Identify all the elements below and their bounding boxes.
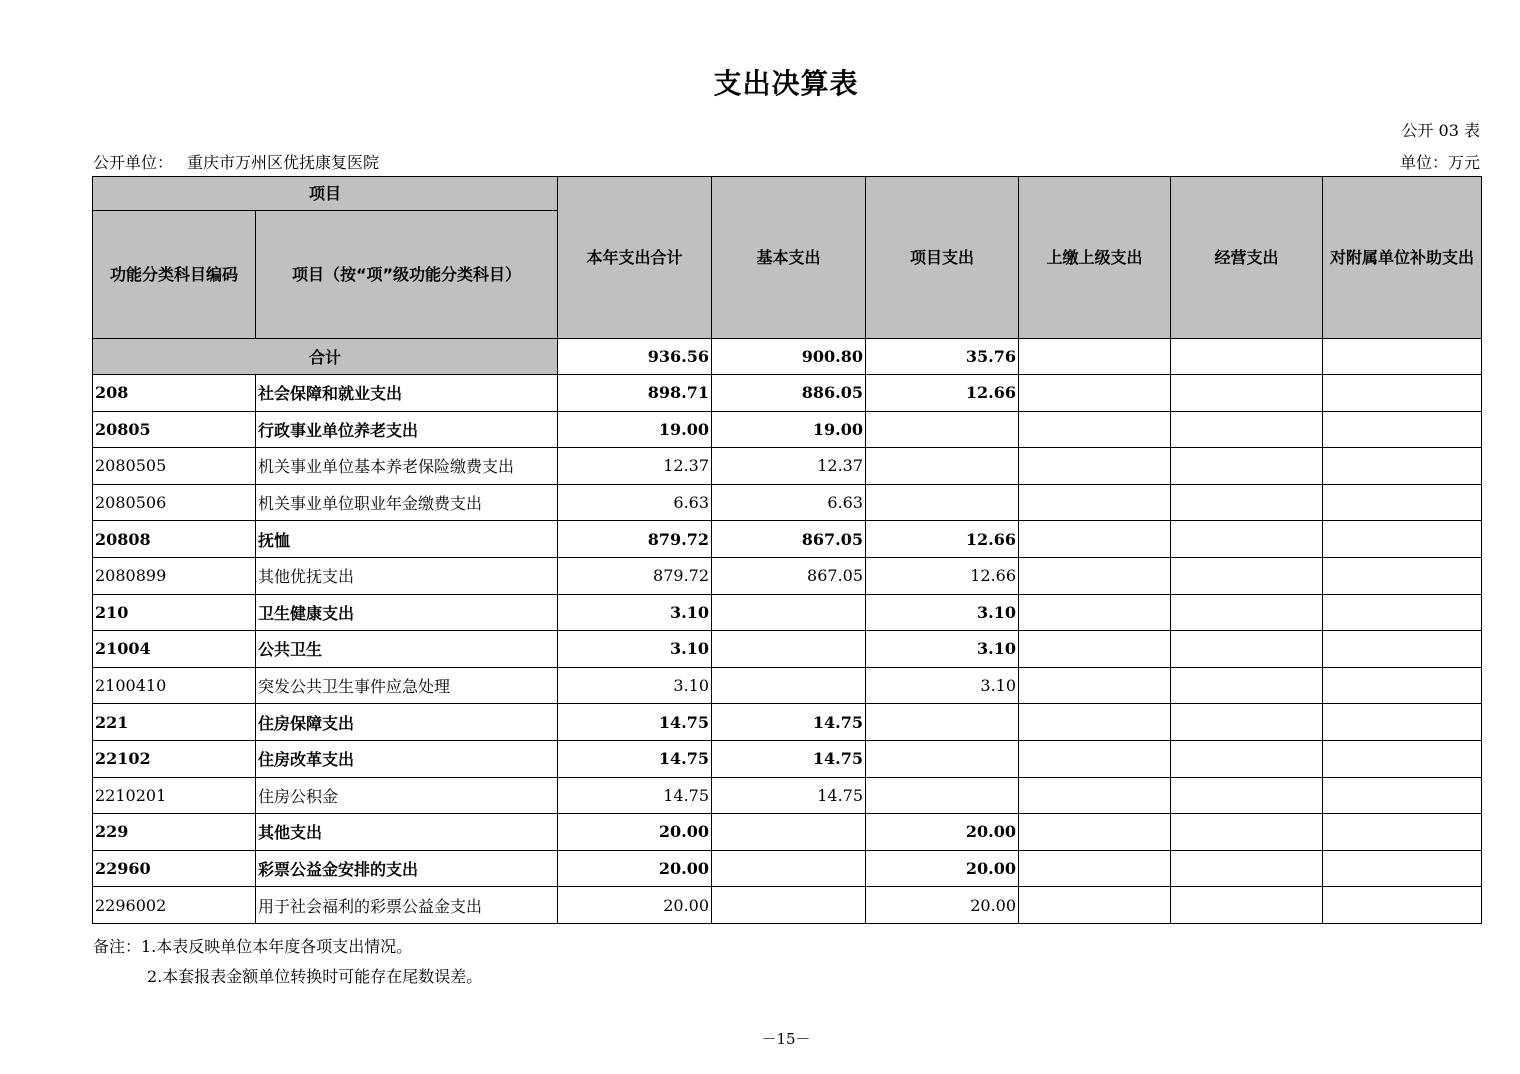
total-project: 35.76 <box>866 339 1019 375</box>
notes <box>93 932 482 992</box>
row-name: 其他支出 <box>256 814 558 851</box>
table-row <box>93 814 1482 851</box>
row-operating <box>1171 521 1323 558</box>
row-project: 20.00 <box>866 887 1019 924</box>
table-row <box>93 594 1482 631</box>
row-upper <box>1019 850 1171 887</box>
row-subsidy <box>1323 740 1482 777</box>
row-upper <box>1019 411 1171 448</box>
row-total: 3.10 <box>558 667 712 704</box>
row-code: 2080505 <box>93 448 256 485</box>
row-project <box>866 704 1019 741</box>
row-subsidy <box>1323 667 1482 704</box>
row-basic <box>712 631 866 668</box>
row-operating <box>1171 814 1323 851</box>
org-label: 公开单位： <box>93 153 174 172</box>
row-subsidy <box>1323 594 1482 631</box>
header-name: 项目（按“项”级功能分类科目） <box>256 211 558 339</box>
row-total: 19.00 <box>558 411 712 448</box>
row-upper <box>1019 631 1171 668</box>
table-row <box>93 740 1482 777</box>
total-label: 合计 <box>93 339 558 375</box>
row-upper <box>1019 448 1171 485</box>
row-upper <box>1019 557 1171 594</box>
row-name: 住房公积金 <box>256 777 558 814</box>
row-total: 12.37 <box>558 448 712 485</box>
row-basic: 6.63 <box>712 484 866 521</box>
row-subsidy <box>1323 448 1482 485</box>
row-code: 22102 <box>93 740 256 777</box>
row-project <box>866 740 1019 777</box>
row-name: 住房保障支出 <box>256 704 558 741</box>
row-project: 3.10 <box>866 631 1019 668</box>
row-subsidy <box>1323 411 1482 448</box>
row-subsidy <box>1323 887 1482 924</box>
page-title: 支出决算表 <box>713 67 859 100</box>
row-basic: 867.05 <box>712 521 866 558</box>
table-row <box>93 777 1482 814</box>
row-operating <box>1171 740 1323 777</box>
row-total: 14.75 <box>558 740 712 777</box>
unit-label: 单位：万元 <box>1399 153 1480 172</box>
table-row <box>93 557 1482 594</box>
total-total: 936.56 <box>558 339 712 375</box>
header-upper: 上缴上级支出 <box>1019 177 1171 339</box>
row-name: 突发公共卫生事件应急处理 <box>256 667 558 704</box>
row-name: 行政事业单位养老支出 <box>256 411 558 448</box>
row-code: 229 <box>93 814 256 851</box>
row-upper <box>1019 484 1171 521</box>
table-row <box>93 887 1482 924</box>
row-operating <box>1171 557 1323 594</box>
total-operating <box>1171 339 1323 375</box>
row-project <box>866 777 1019 814</box>
row-operating <box>1171 631 1323 668</box>
row-basic <box>712 594 866 631</box>
header-operating: 经营支出 <box>1171 177 1323 339</box>
row-total: 14.75 <box>558 704 712 741</box>
row-code: 20805 <box>93 411 256 448</box>
row-operating <box>1171 667 1323 704</box>
row-basic <box>712 814 866 851</box>
row-subsidy <box>1323 375 1482 412</box>
row-total: 20.00 <box>558 814 712 851</box>
row-upper <box>1019 814 1171 851</box>
row-operating <box>1171 777 1323 814</box>
row-project <box>866 448 1019 485</box>
row-total: 879.72 <box>558 557 712 594</box>
row-operating <box>1171 484 1323 521</box>
row-project <box>866 411 1019 448</box>
total-upper <box>1019 339 1171 375</box>
row-code: 22960 <box>93 850 256 887</box>
row-project: 3.10 <box>866 667 1019 704</box>
row-basic <box>712 887 866 924</box>
row-operating <box>1171 411 1323 448</box>
row-basic: 14.75 <box>712 777 866 814</box>
row-name: 其他优抚支出 <box>256 557 558 594</box>
note-2: 2.本套报表金额单位转换时可能存在尾数误差。 <box>147 967 483 986</box>
header-basic: 基本支出 <box>712 177 866 339</box>
row-upper <box>1019 887 1171 924</box>
row-project: 20.00 <box>866 850 1019 887</box>
table-row <box>93 484 1482 521</box>
row-total: 879.72 <box>558 521 712 558</box>
row-code: 210 <box>93 594 256 631</box>
header-project: 项目支出 <box>866 177 1019 339</box>
row-basic: 867.05 <box>712 557 866 594</box>
org-info <box>93 150 379 173</box>
row-code: 2296002 <box>93 887 256 924</box>
unit-info-row <box>93 150 1480 173</box>
row-total: 898.71 <box>558 375 712 412</box>
table-number: 公开 03 表 <box>1401 121 1480 140</box>
row-operating <box>1171 375 1323 412</box>
note-1: 备注：1.本表反映单位本年度各项支出情况。 <box>93 937 413 956</box>
row-upper <box>1019 521 1171 558</box>
expenditure-table <box>92 176 1482 924</box>
row-basic: 19.00 <box>712 411 866 448</box>
row-project <box>866 484 1019 521</box>
row-project: 12.66 <box>866 375 1019 412</box>
row-name: 社会保障和就业支出 <box>256 375 558 412</box>
row-total: 14.75 <box>558 777 712 814</box>
row-subsidy <box>1323 777 1482 814</box>
org-name: 重庆市万州区优抚康复医院 <box>187 153 380 172</box>
row-code: 20808 <box>93 521 256 558</box>
row-code: 2080506 <box>93 484 256 521</box>
header-code: 功能分类科目编码 <box>93 211 256 339</box>
table-row <box>93 411 1482 448</box>
row-basic <box>712 667 866 704</box>
row-operating <box>1171 448 1323 485</box>
table-row <box>93 850 1482 887</box>
row-name: 机关事业单位基本养老保险缴费支出 <box>256 448 558 485</box>
row-code: 2210201 <box>93 777 256 814</box>
header-item-group: 项目 <box>93 177 558 211</box>
row-name: 卫生健康支出 <box>256 594 558 631</box>
table-row <box>93 375 1482 412</box>
row-code: 2100410 <box>93 667 256 704</box>
row-project: 20.00 <box>866 814 1019 851</box>
table-row <box>93 667 1482 704</box>
row-upper <box>1019 777 1171 814</box>
row-name: 住房改革支出 <box>256 740 558 777</box>
header-total: 本年支出合计 <box>558 177 712 339</box>
row-total: 3.10 <box>558 594 712 631</box>
row-name: 公共卫生 <box>256 631 558 668</box>
row-project: 3.10 <box>866 594 1019 631</box>
row-basic <box>712 850 866 887</box>
row-operating <box>1171 704 1323 741</box>
total-basic: 900.80 <box>712 339 866 375</box>
page-number: －15－ <box>761 1030 811 1048</box>
table-row <box>93 631 1482 668</box>
row-total: 20.00 <box>558 850 712 887</box>
row-code: 208 <box>93 375 256 412</box>
total-subsidy <box>1323 339 1482 375</box>
row-subsidy <box>1323 484 1482 521</box>
row-subsidy <box>1323 850 1482 887</box>
row-subsidy <box>1323 557 1482 594</box>
row-operating <box>1171 887 1323 924</box>
row-upper <box>1019 667 1171 704</box>
row-name: 用于社会福利的彩票公益金支出 <box>256 887 558 924</box>
row-name: 抚恤 <box>256 521 558 558</box>
row-upper <box>1019 594 1171 631</box>
row-subsidy <box>1323 631 1482 668</box>
row-basic: 14.75 <box>712 740 866 777</box>
row-name: 彩票公益金安排的支出 <box>256 850 558 887</box>
row-project: 12.66 <box>866 557 1019 594</box>
row-upper <box>1019 704 1171 741</box>
row-operating <box>1171 594 1323 631</box>
table-row <box>93 521 1482 558</box>
row-code: 221 <box>93 704 256 741</box>
row-name: 机关事业单位职业年金缴费支出 <box>256 484 558 521</box>
row-basic: 12.37 <box>712 448 866 485</box>
row-project: 12.66 <box>866 521 1019 558</box>
row-operating <box>1171 850 1323 887</box>
table-row <box>93 704 1482 741</box>
row-total: 6.63 <box>558 484 712 521</box>
row-upper <box>1019 375 1171 412</box>
row-basic: 14.75 <box>712 704 866 741</box>
total-row <box>93 339 1482 375</box>
header-subsidy: 对附属单位补助支出 <box>1323 177 1482 339</box>
row-subsidy <box>1323 704 1482 741</box>
row-basic: 886.05 <box>712 375 866 412</box>
row-total: 3.10 <box>558 631 712 668</box>
row-total: 20.00 <box>558 887 712 924</box>
row-subsidy <box>1323 814 1482 851</box>
row-code: 21004 <box>93 631 256 668</box>
row-subsidy <box>1323 521 1482 558</box>
table-row <box>93 448 1482 485</box>
row-upper <box>1019 740 1171 777</box>
row-code: 2080899 <box>93 557 256 594</box>
